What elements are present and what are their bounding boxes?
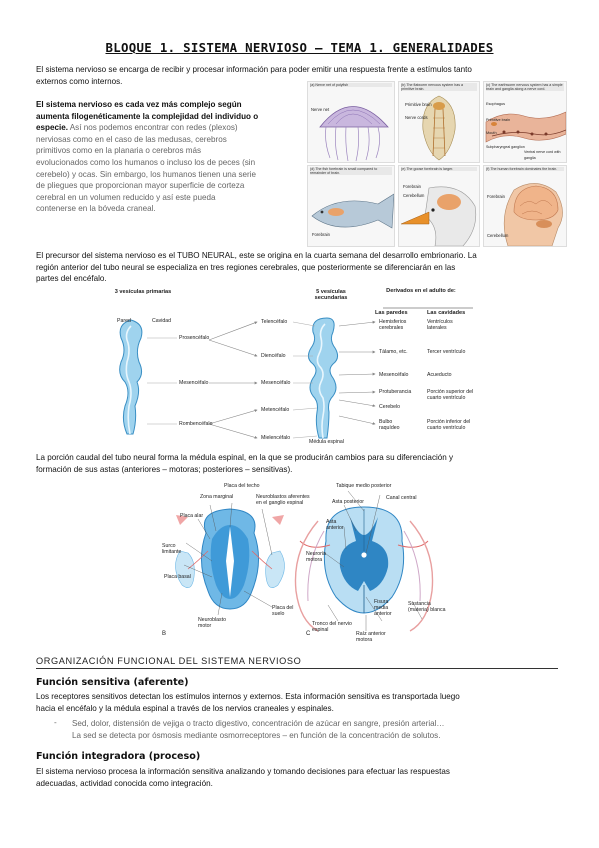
label-ventriculos-laterales: Ventrículos laterales (427, 319, 453, 331)
vesicles-figure (113, 288, 489, 446)
label-placa-alar: Placa alar (180, 513, 204, 519)
flatworm-illustration (399, 82, 480, 163)
label-prosencefalo: Prosencéfalo (179, 335, 210, 341)
label-protuberancia: Protuberancia (379, 389, 412, 395)
panel-caption: (f) The human forebrain dominates the brain. (486, 167, 564, 171)
evolution-line-rest: Así nos podemos encontrar con redes (plexos) (67, 123, 238, 133)
label-cerebellum: Cerebellum (487, 233, 509, 238)
neural-tube-line: región anterior del tubo neural se especializa en tres regiones cerebrales, que posteriormente se diferenciarán en las (36, 262, 456, 272)
integrative-line: adecuadas, actividad conocida como integración. (36, 778, 213, 788)
label-neurona-motora: Neurona motora (306, 551, 326, 563)
evolution-line: primitivos como en la planaria o cerebros más (36, 146, 202, 156)
label-sustancia-blanca: Sustancia (materia) blanca (408, 601, 446, 613)
label-forebrain: Forebrain (403, 184, 421, 189)
label-nerve-cords: Nerve cords (405, 115, 428, 120)
integrative-paragraph (36, 766, 566, 789)
intro-line-1: El sistema nervioso se encarga de recibir y procesar información para poder emitir una respuesta frente a estímulos tanto (36, 65, 472, 74)
jellyfish-illustration (308, 82, 395, 163)
caudal-line: La porción caudal del tubo neural forma la médula espinal, en la que se producirán cambios para su diferenciación y (36, 453, 454, 462)
label-mielencefalo: Mielencéfalo (261, 435, 291, 441)
integrative-line: El sistema nervioso procesa la información sensitiva analizando y tomando decisiones para efectuar las respuestas (36, 767, 450, 776)
label-subpharyngeal: Subpharyngeal ganglion (486, 145, 525, 149)
label-acueducto: Acueducto (427, 372, 452, 378)
label-cerebellum: Cerebellum (403, 193, 425, 198)
sensitive-bullet (72, 718, 562, 741)
label-placa-techo: Placa del techo (224, 483, 260, 489)
goose-illustration (399, 166, 480, 247)
sensitive-line: hacia el encéfalo y la médula espinal a través de los nervios craneales y espinales. (36, 703, 334, 713)
label-bulbo: Bulbo raquídeo (379, 419, 400, 431)
panel-caption: (b) The flatworm nervous system has a primitive brain. (401, 83, 477, 91)
figure-letter-b: B (162, 631, 167, 637)
integrative-heading: Función integradora (proceso) (36, 751, 201, 762)
section-divider (36, 668, 558, 669)
panel-caption: (c) The earthworm nervous system has a simple brain and ganglia along a nerve cord. (486, 83, 563, 92)
label-nerve-net: Nerve net (311, 107, 330, 112)
label-metencefalo: Metencéfalo (261, 407, 290, 413)
label-mesencefalo-adulto: Mesencéfalo (379, 372, 409, 378)
panel-flatworm (398, 81, 480, 163)
caudal-paragraph (36, 452, 566, 475)
panel-caption: (e) The goose forebrain is larger. (401, 167, 477, 171)
label-pared: Pared (117, 318, 131, 324)
spinal-cord-figure (160, 481, 456, 645)
label-mesencefalo: Mesencéfalo (179, 380, 209, 386)
label-raiz-anterior: Raíz anterior motora (356, 631, 386, 643)
heading-secondary-vesicles: 5 vesículas secundarias (314, 289, 348, 302)
label-cerebelo: Cerebelo (379, 404, 401, 410)
label-neuroblasto-motor: Neuroblasto motor (198, 617, 226, 629)
evolution-line: cerebelo) y ocas. Sin embargo, los humanos tienen una serie (36, 169, 257, 179)
evolution-line: evolucionados como los humanos o incluso los de peces (sin (36, 157, 256, 167)
sensitive-line: Los receptores sensitivos detectan los estímulos internos y externos. Esta información sensitiva es transportada luego (36, 692, 460, 701)
evolution-line: El sistema nervioso es cada vez más complejo según (36, 100, 242, 109)
evolution-line: contenerse en la bóveda craneal. (36, 204, 156, 214)
intro-line-2: externos como internos. (36, 76, 123, 86)
label-primitive-brain: Primitive brain (486, 118, 511, 122)
heading-adult-derivatives: Derivados en el adulto de: (386, 288, 456, 294)
label-esophagus: Esophagus (486, 102, 505, 106)
sensitive-heading: Función sensitiva (aferente) (36, 677, 189, 688)
phylogeny-figure (307, 81, 567, 247)
label-primitive-brain: Primitive brain (405, 102, 432, 107)
panel-caption: (a) Nerve net of polyfish (310, 83, 392, 87)
evolution-line: de pliegues que proporcionan mayor superficie de corteza (36, 181, 245, 191)
evolution-line: cerebral en un volumen reducido y así este pueda (36, 192, 216, 202)
label-tabique-medio: Tabique medio posterior (336, 483, 392, 489)
label-hemisferios: Hemisferios cerebrales (379, 319, 407, 331)
section-heading: ORGANIZACIÓN FUNCIONAL DEL SISTEMA NERVIOSO (36, 656, 302, 666)
sensitive-bullet-line: Sed, dolor, distensión de vejiga o tracto digestivo, concentración de azúcar en sangre, presión arterial… (72, 719, 445, 728)
page-title: BLOQUE 1. SISTEMA NERVIOSO – TEMA 1. GENERALIDADES (105, 40, 494, 55)
label-forebrain: Forebrain (487, 194, 505, 199)
label-neuroblastos-aferentes: Neuroblastos aferentes en el ganglio espinal (256, 494, 310, 506)
label-asta-posterior: Asta posterior (332, 499, 365, 505)
label-tronco-nervio: Tronco del nervio espinal (312, 621, 352, 633)
label-cavidad: Cavidad (152, 318, 172, 324)
panel-fish (307, 165, 395, 247)
label-tercer-ventriculo: Tercer ventrículo (427, 349, 466, 355)
panel-polyfish (307, 81, 395, 163)
label-placa-suelo: Placa del suelo (272, 605, 294, 617)
neural-tube-paragraph (36, 250, 566, 285)
label-asta-anterior: Asta anterior (326, 519, 344, 531)
panel-caption: (d) The fish forebrain is small compared to remainder of brain. (310, 167, 392, 175)
heading-walls: Las paredes (375, 310, 408, 316)
evolution-paragraph (36, 99, 306, 215)
sensitive-paragraph (36, 691, 566, 714)
label-cuarto-superior: Porción superior del cuarto ventrículo (427, 389, 474, 401)
label-cuarto-inferior: Porción inferior del cuarto ventrículo (427, 419, 471, 431)
label-rombencefalo: Rombencéfalo (179, 421, 213, 427)
bullet-dash: - (54, 718, 57, 727)
figure-letter-c: C (306, 631, 311, 637)
heading-primary-vesicles: 3 vesículas primarias (114, 289, 172, 295)
evolution-line: nerviosas como en el caso de las medusas, cerebros (36, 134, 227, 144)
label-diencefalo: Diencéfalo (261, 353, 286, 359)
label-surco-limitante: Surco limitante (162, 543, 182, 555)
evolution-line (36, 122, 306, 134)
label-zona-marginal: Zona marginal (200, 494, 234, 500)
label-placa-basal: Placa basal (164, 574, 191, 580)
label-talamo: Tálamo, etc. (379, 349, 408, 355)
label-mesencefalo-secundario: Mesencéfalo (261, 380, 291, 386)
label-forebrain: Forebrain (312, 232, 330, 237)
evolution-line: aumenta filogenéticamente la complejidad del individuo o (36, 111, 259, 121)
neural-tube-line: El precursor del sistema nervioso es el TUBO NEURAL, este se origina en la cuarta semana del desarrollo embrionario. La (36, 251, 477, 260)
evolution-especie: especie. (36, 123, 68, 133)
label-mouth: Mouth (486, 131, 497, 135)
panel-human (483, 165, 567, 247)
label-fisura-media: Fisura media anterior (374, 599, 392, 617)
neural-tube-line: partes del encéfalo. (36, 274, 107, 284)
panel-earthworm (483, 81, 567, 163)
panel-goose (398, 165, 480, 247)
label-telencefalo: Telencéfalo (261, 319, 288, 325)
label-canal-central: Canal central (386, 495, 417, 501)
caudal-line: formación de sus astas (anteriores – motoras; posteriores – sensitivas). (36, 464, 293, 474)
heading-cavities: Las cavidades (427, 310, 466, 316)
label-ventral-cord: Ventral nerve cord with ganglia (524, 150, 561, 160)
label-medula-espinal: Médula espinal (309, 439, 344, 445)
sensitive-bullet-line: La sed se detecta por ósmosis mediante osmorreceptores – en función de la concentración de solutos. (72, 730, 441, 740)
